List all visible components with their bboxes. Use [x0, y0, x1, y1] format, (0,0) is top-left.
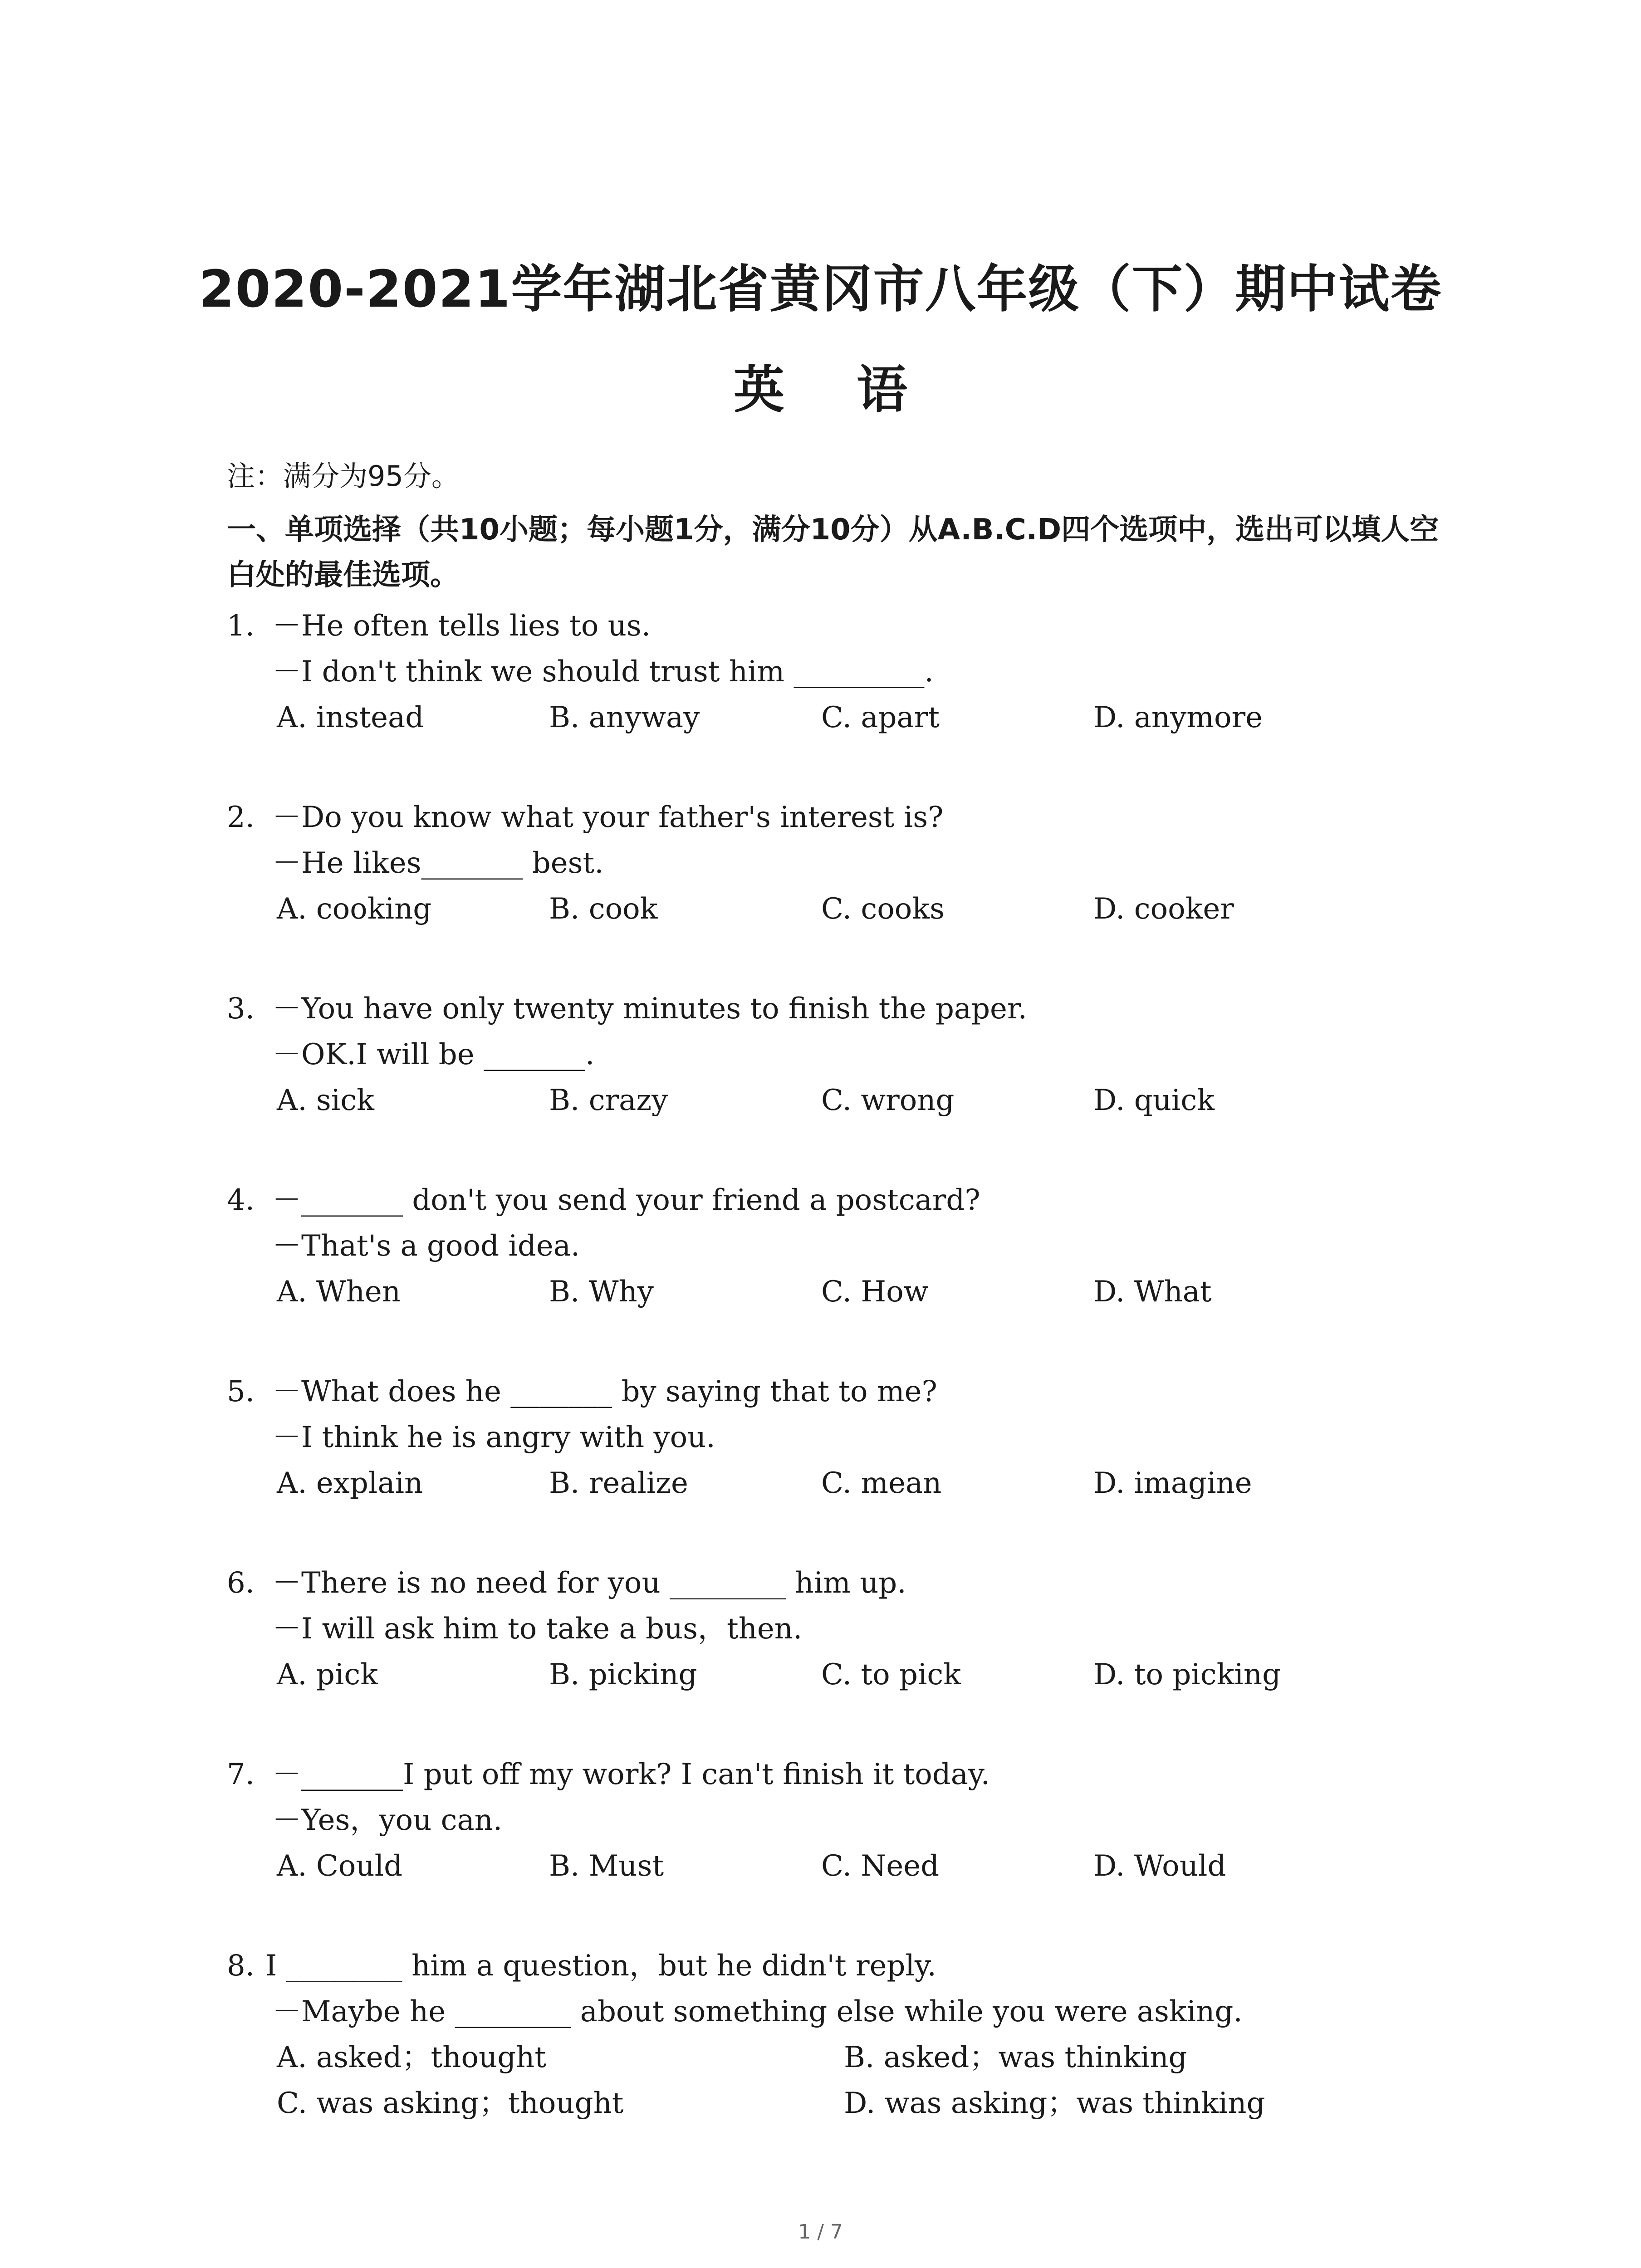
question-number: 4. [227, 1183, 255, 1217]
question-list [227, 608, 1452, 2139]
question-line-1: －He often tells lies to us. [272, 609, 651, 643]
question-line-1: I ________ him a question，but he didn't reply. [265, 1949, 936, 1983]
question-line-1: －There is no need for you ________ him up. [272, 1566, 906, 1600]
question-line-2: －That's a good idea. [272, 1229, 580, 1263]
question-number: 7. [227, 1758, 255, 1791]
option-b: B. Why [549, 1275, 654, 1309]
option-a: A. sick [277, 1084, 374, 1117]
option-b: B. anyway [549, 701, 700, 734]
question-8 [227, 1948, 1452, 2139]
question-line-1: －Do you know what your father's interest is? [272, 801, 944, 834]
option-c: C. How [821, 1275, 929, 1309]
question-line-1: －_______I put off my work? I can't finish it today. [272, 1758, 990, 1791]
option-a: A. cooking [277, 892, 432, 926]
score-note: 注：满分为95分。 [227, 459, 460, 493]
option-c: C. cooks [821, 892, 945, 926]
option-a: A. explain [277, 1466, 423, 1500]
question-line-2: －Maybe he ________ about something else while you were asking. [272, 1995, 1243, 2028]
question-line-2: －OK.I will be _______. [272, 1038, 595, 1071]
question-line-1: －What does he _______ by saying that to me? [272, 1375, 937, 1408]
question-6 [227, 1565, 1452, 1756]
page-number: 1 / 7 [798, 2220, 843, 2244]
question-2 [227, 799, 1452, 991]
option-d: D. What [1093, 1275, 1212, 1309]
question-number: 6. [227, 1566, 255, 1600]
question-7 [227, 1756, 1452, 1948]
option-d: D. to picking [1093, 1658, 1281, 1691]
question-line-1: －You have only twenty minutes to finish the paper. [272, 992, 1027, 1026]
option-b: B. picking [549, 1658, 697, 1691]
option-c: C. to pick [821, 1658, 961, 1691]
exam-subject: 英 语 [734, 361, 935, 420]
option-a: A. instead [277, 701, 424, 734]
question-1 [227, 608, 1452, 799]
option-a: A. When [277, 1275, 401, 1309]
option-b: B. realize [549, 1466, 688, 1500]
option-d: D. anymore [1093, 701, 1263, 734]
option-c: C. apart [821, 701, 940, 734]
option-b: B. asked；was thinking [844, 2041, 1187, 2074]
question-number: 5. [227, 1375, 255, 1408]
option-d: D. quick [1093, 1084, 1215, 1117]
option-b: B. crazy [549, 1084, 668, 1117]
exam-title: 2020-2021学年湖北省黄冈市八年级（下）期中试卷 [199, 260, 1442, 319]
question-number: 1. [227, 609, 255, 643]
option-d: D. was asking；was thinking [844, 2087, 1265, 2120]
question-line-2: －I will ask him to take a bus，then. [272, 1612, 803, 1646]
option-a: A. Could [277, 1849, 403, 1883]
option-d: D. imagine [1093, 1466, 1252, 1500]
question-4 [227, 1182, 1452, 1374]
question-3 [227, 991, 1452, 1182]
question-line-2: －I don't think we should trust him _________. [272, 655, 934, 689]
option-a: A. asked；thought [277, 2041, 547, 2074]
section-1-heading: 一、单项选择（共10小题；每小题1分，满分10分）从A.B.C.D四个选项中，选出可以填人空白处的最佳选项。 [227, 513, 1439, 592]
option-c: C. wrong [821, 1084, 955, 1117]
option-c: C. Need [821, 1849, 940, 1883]
option-a: A. pick [277, 1658, 378, 1691]
question-line-2: －Yes，you can. [272, 1804, 503, 1837]
option-c: C. mean [821, 1466, 942, 1500]
question-number: 2. [227, 801, 255, 834]
option-d: D. cooker [1093, 892, 1234, 926]
option-b: B. cook [549, 892, 658, 926]
option-d: D. Would [1093, 1849, 1226, 1883]
question-5 [227, 1374, 1452, 1565]
question-line-1: －_______ don't you send your friend a postcard? [272, 1183, 980, 1217]
question-line-2: －I think he is angry with you. [272, 1421, 715, 1454]
option-c: C. was asking；thought [277, 2087, 624, 2120]
option-b: B. Must [549, 1849, 664, 1883]
question-number: 8. [227, 1949, 255, 1983]
question-number: 3. [227, 992, 255, 1026]
question-line-2: －He likes_______ best. [272, 846, 604, 880]
